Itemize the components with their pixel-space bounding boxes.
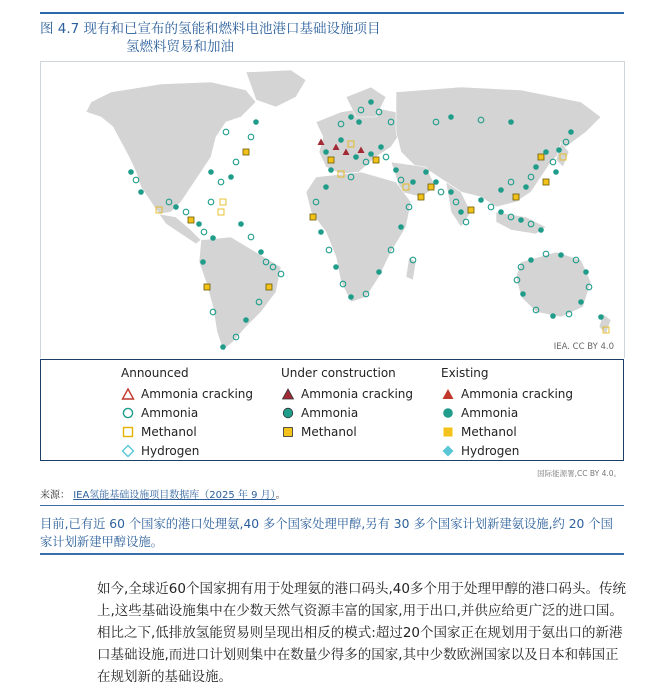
ammonia-port-marker — [533, 164, 539, 170]
map-legend — [40, 359, 624, 461]
africa-land — [306, 172, 411, 302]
ammonia-port-marker — [410, 179, 416, 185]
ammonia-port-marker — [368, 151, 374, 157]
figure-title-line1: 图 4.7 现有和已宣布的氢能和燃料电池港口基础设施项目 — [40, 21, 381, 37]
legend-heading-announced: Announced — [121, 366, 189, 380]
ammonia-port-marker — [518, 217, 524, 223]
ammonia-port-marker — [578, 299, 584, 305]
legend-existing-ammonia-cracking: Ammonia cracking — [441, 384, 621, 403]
legend-heading-under-construction: Under construction — [281, 366, 396, 380]
ammonia-port-marker — [201, 229, 207, 235]
ammonia-port-marker — [553, 169, 559, 175]
ammonia-port-marker — [173, 204, 179, 210]
open-diamond-icon — [121, 444, 135, 458]
source-end: 。 — [275, 490, 286, 501]
ammonia-port-marker — [356, 119, 362, 125]
ammonia-port-marker — [448, 189, 454, 195]
ammonia-port-marker — [376, 269, 382, 275]
south-america-land — [199, 237, 281, 350]
figure-title — [40, 20, 630, 56]
ammonia-port-marker — [378, 144, 384, 150]
ammonia-port-marker — [348, 114, 354, 120]
open-circle-icon — [121, 406, 135, 420]
source-link[interactable]: IEA氢能基础设施项目数据库（2025 年 9 月） — [73, 490, 276, 501]
methanol-port-marker — [468, 207, 474, 213]
legend-announced-hydrogen: Hydrogen — [121, 441, 301, 460]
legend-announced-ammonia-cracking: Ammonia cracking — [121, 384, 301, 403]
outlined-triangle-icon — [281, 387, 295, 401]
methanol-port-marker — [188, 217, 194, 223]
legend-construction-ammonia-cracking: Ammonia cracking — [281, 384, 461, 403]
ammonia-port-marker — [458, 209, 464, 215]
ammonia-port-marker — [558, 252, 564, 258]
ammonia-port-marker — [568, 129, 574, 135]
methanol-port-marker — [418, 194, 424, 200]
ammonia-port-marker — [233, 159, 239, 165]
methanol-port-marker — [310, 214, 316, 220]
methanol-port-marker — [204, 284, 210, 290]
ammonia-port-marker — [220, 344, 226, 350]
ammonia-port-marker — [338, 137, 344, 143]
ammonia-port-marker — [323, 149, 329, 155]
ammonia-port-marker — [433, 179, 439, 185]
ammonia-port-marker — [133, 177, 139, 183]
ammonia-port-marker — [398, 224, 404, 230]
legend-announced-ammonia: Ammonia — [121, 403, 301, 422]
ammonia-port-marker — [223, 129, 229, 135]
ammonia-port-marker — [438, 189, 444, 195]
ammonia-port-marker — [543, 149, 549, 155]
ammonia-port-marker — [498, 209, 504, 215]
methanol-port-marker — [328, 157, 334, 163]
ammonia-port-marker — [323, 184, 329, 190]
open-triangle-icon — [121, 387, 135, 401]
ammonia-port-marker — [488, 204, 494, 210]
filled-triangle-icon — [441, 387, 455, 401]
world-map-svg — [41, 62, 624, 358]
source-line — [40, 486, 286, 501]
ammonia-port-marker — [520, 291, 526, 297]
methanol-port-marker — [428, 184, 434, 190]
legend-construction-methanol: Methanol — [281, 422, 461, 441]
figure-note: 目前,已有近 60 个国家的港口处理氨,40 多个国家处理甲醇,另有 30 多个国家计划新建氨设施,约 20 个国家计划新建甲醇设施。 — [40, 517, 613, 549]
ammonia-port-marker — [210, 235, 216, 241]
legend-heading-existing: Existing — [441, 366, 489, 380]
ammonia-port-marker — [328, 167, 334, 173]
ammonia-port-marker — [326, 247, 332, 253]
ammonia-port-marker — [208, 169, 214, 175]
ammonia-port-marker — [348, 294, 354, 300]
map-credit: IEA. CC BY 4.0 — [553, 342, 614, 352]
methanol-port-marker — [543, 179, 549, 185]
ammonia-port-marker — [218, 179, 224, 185]
ammonia-port-marker — [238, 221, 244, 227]
ammonia-port-marker — [243, 317, 249, 323]
ammonia-port-marker — [208, 199, 214, 205]
ammonia-port-marker — [333, 264, 339, 270]
rights-notice: 国际能源署,CC BY 4.0。 — [537, 469, 621, 478]
australia-land — [516, 252, 591, 317]
legend-column-under-construction — [281, 366, 461, 441]
ammonia-port-marker — [523, 184, 529, 190]
note-top-rule — [40, 505, 624, 506]
world-map — [40, 61, 625, 358]
methanol-port-marker — [243, 149, 249, 155]
ammonia-port-marker — [383, 154, 389, 160]
ammonia-port-marker — [508, 119, 514, 125]
methanol-port-marker — [513, 194, 519, 200]
legend-existing-methanol: Methanol — [441, 422, 621, 441]
ammonia-port-marker — [228, 174, 234, 180]
methanol-port-marker — [218, 209, 224, 215]
filled-circle-icon — [441, 406, 455, 420]
legend-existing-ammonia: Ammonia — [441, 403, 621, 422]
figure-title-line2: 氢燃料贸易和加油 — [126, 39, 234, 55]
ammonia-port-marker — [200, 259, 206, 265]
ammonia-port-marker — [196, 221, 202, 227]
ammonia-port-marker — [138, 189, 144, 195]
madagascar-land — [406, 257, 416, 280]
outlined-circle-icon — [281, 406, 295, 420]
ammonia-port-marker — [353, 154, 359, 160]
open-square-icon — [121, 425, 135, 439]
legend-existing-hydrogen: Hydrogen — [441, 441, 621, 460]
note-bottom-rule — [40, 553, 624, 555]
north-america-land — [86, 82, 256, 214]
ammonia-port-marker — [183, 209, 189, 215]
legend-column-announced — [121, 366, 301, 460]
ammonia-port-marker — [498, 187, 504, 193]
methanol-port-marker — [266, 284, 272, 290]
methanol-port-marker — [220, 199, 226, 205]
ammonia-port-marker — [478, 197, 484, 203]
ammonia-port-marker — [538, 227, 544, 233]
source-label: 来源： — [40, 490, 70, 501]
ammonia-port-marker — [393, 167, 399, 173]
ammonia-port-marker — [448, 114, 454, 120]
ammonia-port-marker — [556, 147, 562, 153]
ammonia-port-marker — [583, 269, 589, 275]
ammonia-port-marker — [248, 234, 254, 240]
filled-square-icon — [441, 425, 455, 439]
methanol-port-marker — [538, 154, 544, 160]
ammonia-port-marker — [318, 229, 324, 235]
legend-column-existing — [441, 366, 621, 460]
outlined-square-icon — [281, 425, 295, 439]
ammonia-port-marker — [253, 119, 259, 125]
methanol-port-marker — [373, 157, 379, 163]
central-america-land — [159, 214, 201, 244]
ammonia-port-marker — [528, 257, 534, 263]
legend-construction-ammonia: Ammonia — [281, 403, 461, 422]
ammonia-port-marker — [248, 134, 254, 140]
ammonia-port-marker — [258, 249, 264, 255]
ammonia-port-marker — [128, 169, 134, 175]
top-rule — [40, 12, 624, 14]
body-paragraph: 如今,全球近60个国家拥有用于处理氨的港口码头,40多个用于处理甲醇的港口码头。传统上,这些基础设施集中在少数天然气资源丰富的国家,用于出口,并供应给更广泛的进口国。相比之下,低排放氢能贸易则呈现出相反的模式:超过20个国家正在规划用于氨出口的新港口基础设施,而进口计划则集中在数量少得多的国家,其中少数欧洲国家以及日本和韩国正在规划新的基础设施。 — [97, 581, 626, 685]
ammonia-port-marker — [423, 169, 429, 175]
ammonia-port-marker — [550, 313, 556, 319]
ammonia-port-marker — [368, 99, 374, 105]
ammonia-port-marker — [598, 314, 604, 320]
filled-diamond-icon — [441, 444, 455, 458]
legend-announced-methanol: Methanol — [121, 422, 301, 441]
